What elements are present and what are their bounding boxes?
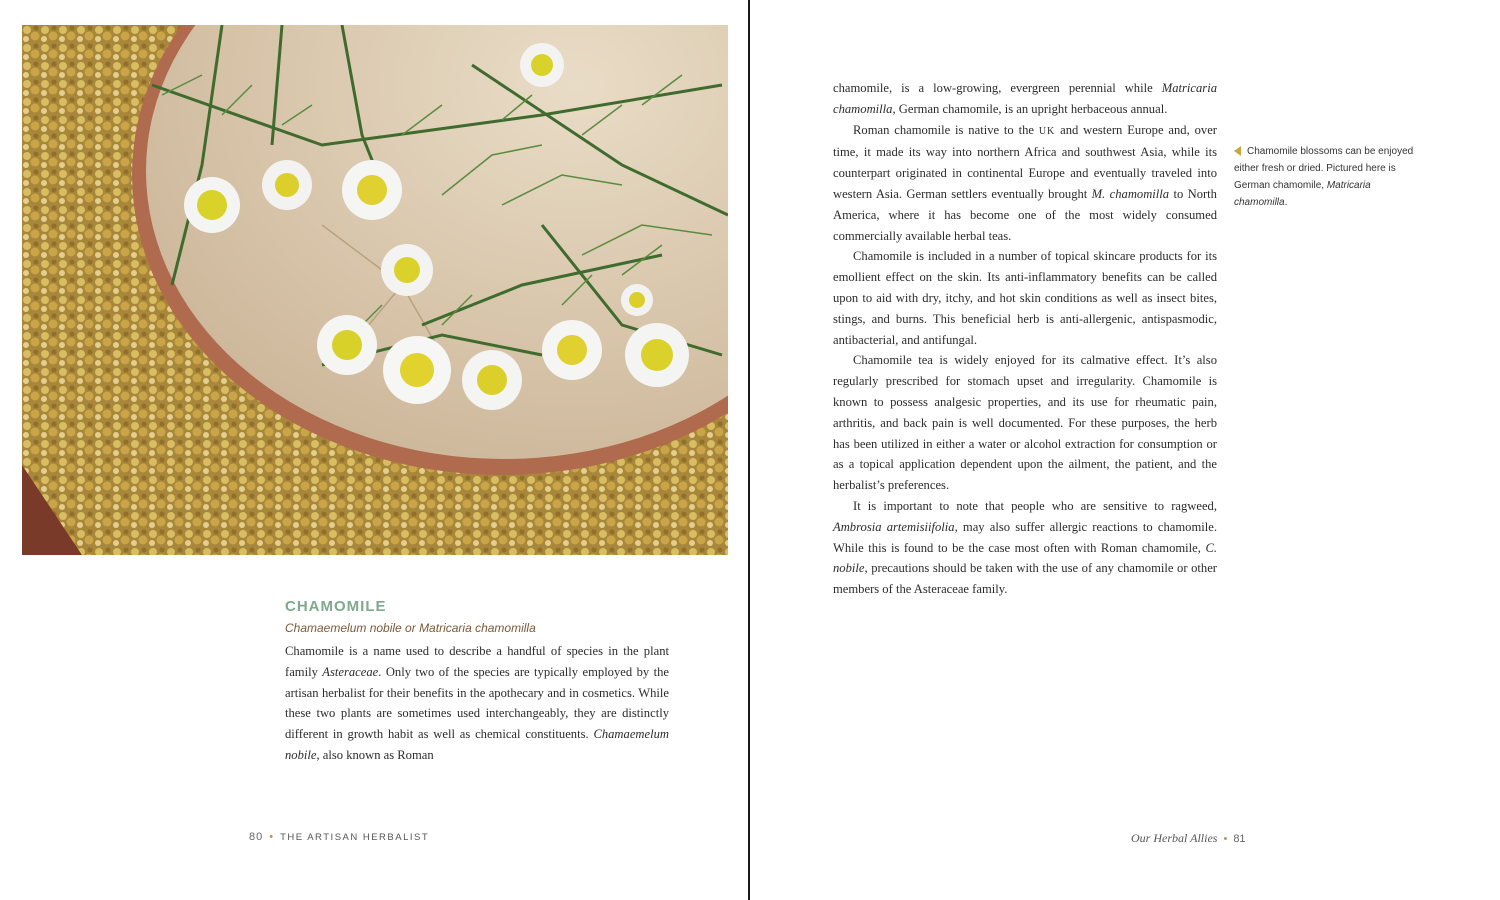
paragraph: Roman chamomile is native to the UK and western Europe and, over time, it made its way into northern Africa and southwest Asia, while its counterpart originated in continental Europe and eventually traveled into western Asia. German settlers eventually brought M. chamomilla to North America, where it has become one of the most widely consumed commercially available herbal teas. bbox=[833, 122, 1217, 243]
chamomile-photo bbox=[22, 25, 728, 555]
running-head: THE ARTISAN HERBALIST bbox=[280, 832, 430, 843]
folio-separator: • bbox=[269, 831, 275, 843]
page-number: 81 bbox=[1233, 833, 1246, 845]
folio-separator: • bbox=[1223, 833, 1228, 845]
paragraph: Chamomile is included in a number of topical skincare products for its emollient effect on the skin. Its anti-inflammatory benefits can be called upon to aid with dry, itchy, and hot skin conditions as well as insect bites, stings, and burns. This beneficial herb is anti-allergenic, antispasmodic, antibacterial, and antifungal. bbox=[833, 249, 1217, 347]
page-number: 80 bbox=[249, 831, 264, 843]
entry-body bbox=[285, 641, 669, 766]
entry-subtitle: Chamaemelum nobile or Matricaria chamomilla bbox=[285, 621, 536, 635]
right-page-body bbox=[833, 78, 1217, 600]
paragraph: Chamomile is a name used to describe a handful of species in the plant family Asteraceae. Only two of the species are typically employed by the artisan herbalist for their benefits in the apothecary and in cosmetics. While these two plants are sometimes used interchangeably, they are distinctly different in growth habit as well as chemical constituents. Chamaemelum nobile, also known as Roman bbox=[285, 644, 669, 762]
caption-pointer-icon bbox=[1234, 146, 1241, 156]
paragraph: Chamomile tea is widely enjoyed for its calmative effect. It’s also regularly prescribed for stomach upset and irregularity. Chamomile is known to possess analgesic properties, and its use for rheumatic pain, arthritis, and back pain is well documented. For these purposes, the herb has been utilized in either a water or alcohol extraction for consumption or as a topical application dependent upon the ailment, the patient, and the herbalist’s preferences. bbox=[833, 353, 1217, 493]
entry-title: CHAMOMILE bbox=[285, 598, 387, 615]
page-gutter bbox=[748, 0, 750, 900]
folio-left bbox=[249, 831, 429, 843]
paragraph: chamomile, is a low-growing, evergreen perennial while Matricaria chamomilla, German chamomile, is an upright herbaceous annual. bbox=[833, 81, 1217, 116]
photo-caption: Chamomile blossoms can be enjoyed either fresh or dried. Pictured here is German chamomile, Matricaria chamomilla. bbox=[1234, 146, 1414, 208]
chamomile-entry bbox=[285, 598, 669, 766]
folio-right bbox=[1131, 831, 1246, 846]
running-head: Our Herbal Allies bbox=[1131, 831, 1218, 845]
paragraph: It is important to note that people who are sensitive to ragweed, Ambrosia artemisiifolia, may also suffer allergic reactions to chamomile. While this is found to be the case most often with Roman chamomile, C. nobile, precautions should be taken with the use of any chamomile or other members of the Asteraceae family. bbox=[833, 498, 1218, 597]
